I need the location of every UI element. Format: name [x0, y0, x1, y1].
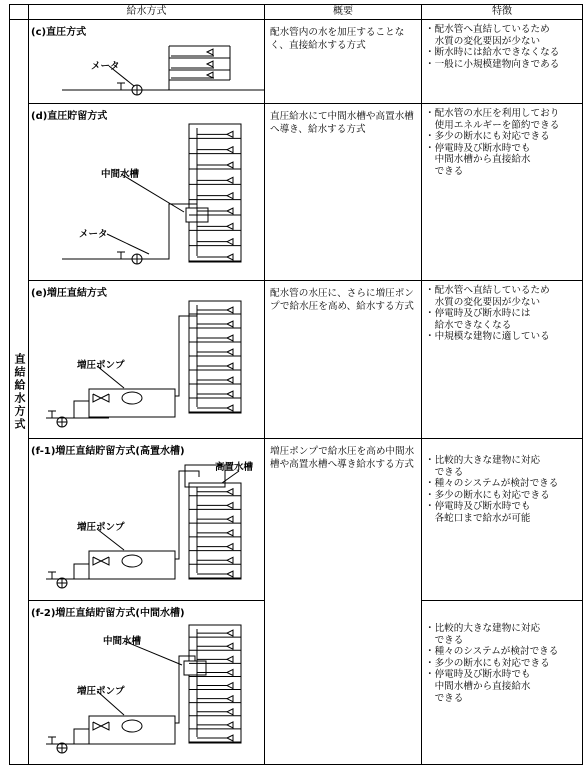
- overview-d: 直圧給水にて中間水槽や高置水槽へ導き、給水する方式: [265, 104, 422, 281]
- method-row-e: [10, 281, 583, 439]
- overview-c: 配水管内の水を加圧することなく、直接給水する方式: [265, 20, 422, 104]
- feature-line: ・断水時には給水できなくなる: [425, 47, 560, 59]
- faucet-icon: [227, 239, 233, 245]
- faucet-icon: [227, 391, 233, 397]
- faucet-icon: [227, 307, 233, 313]
- features-d: [422, 104, 583, 281]
- features-f2: [422, 601, 583, 765]
- faucet-icon: [227, 643, 233, 649]
- feature-line: ・多少の断水にも対応できる: [425, 131, 550, 143]
- features-e: [422, 281, 583, 439]
- mid-tank-label: 中間水槽: [103, 636, 142, 647]
- booster-pump-label: 増圧ポンプ: [77, 522, 125, 533]
- side-label-cell: [10, 20, 29, 765]
- faucet-icon: [227, 544, 233, 550]
- faucet-icon: [227, 557, 233, 563]
- faucet-icon: [227, 223, 233, 229]
- side-label: 直結給水方式: [13, 353, 26, 431]
- feature-line: ・配水管の水圧を利用しており: [425, 108, 560, 119]
- feature-line: ・多少の断水にも対応できる: [425, 489, 550, 501]
- feature-line: ・配水管へ直結しているため: [425, 24, 550, 35]
- feature-line: できる: [425, 634, 464, 646]
- method-cell-f1: [29, 439, 265, 601]
- faucet-icon: [227, 709, 233, 715]
- feature-line: 中間水槽から直接給水: [425, 154, 531, 166]
- method-title: (f-1)増圧直結貯留方式(高置水槽): [31, 446, 185, 457]
- header-method: 給水方式: [29, 5, 265, 20]
- meter-label: メータ: [79, 229, 108, 240]
- feature-line: できる: [425, 692, 464, 704]
- faucet-icon: [227, 193, 233, 199]
- meter-label: メータ: [91, 61, 120, 72]
- features-c: [422, 20, 583, 104]
- method-row-d: [10, 104, 583, 281]
- high-tank-label: 高置水槽: [215, 462, 254, 473]
- booster-storage-mid-diagram: [29, 601, 265, 765]
- booster-direct-diagram: [29, 281, 265, 439]
- water-supply-table: [9, 4, 583, 765]
- header-features: 特徴: [422, 5, 583, 20]
- feature-line: ・多少の断水にも対応できる: [425, 657, 550, 669]
- faucet-icon: [227, 335, 233, 341]
- method-cell-e: [29, 281, 265, 439]
- method-title: (f-2)増圧直結貯留方式(中間水槽): [31, 608, 185, 619]
- feature-line: ・比較的大きな建物に対応: [425, 455, 541, 466]
- booster-pump-label: 増圧ポンプ: [77, 686, 125, 697]
- feature-line: ・一般に小規模建物向きである: [425, 58, 560, 70]
- booster-pump-label: 増圧ポンプ: [77, 360, 125, 371]
- feature-line: ・停電時及び断水時でも: [425, 501, 531, 513]
- faucet-icon: [227, 162, 233, 168]
- feature-line: ・停電時及び断水時でも: [425, 669, 531, 681]
- feature-line: ・種々のシステムが検討できる: [425, 478, 559, 490]
- header-overview: 概要: [265, 5, 422, 20]
- faucet-icon: [227, 683, 233, 689]
- feature-line: 水質の変化要因が少ない: [425, 296, 541, 308]
- mid-tank-label: 中間水槽: [101, 169, 140, 180]
- feature-line: 各蛇口まで給水が可能: [425, 512, 531, 524]
- feature-line: できる: [425, 165, 464, 177]
- faucet-icon: [227, 131, 233, 137]
- faucet-icon: [227, 669, 233, 675]
- faucet-icon: [227, 530, 233, 536]
- feature-line: ・比較的大きな建物に対応: [425, 623, 541, 634]
- feature-line: ・停電時及び断水時には: [425, 308, 531, 320]
- faucet-icon: [227, 656, 233, 662]
- faucet-icon: [227, 502, 233, 508]
- feature-line: 給水できなくなる: [425, 319, 512, 331]
- feature-line: ・種々のシステムが検討できる: [425, 646, 559, 658]
- faucet-icon: [227, 377, 233, 383]
- direct-storage-diagram: [29, 104, 265, 281]
- header-row: [10, 5, 583, 20]
- faucet-icon: [227, 254, 233, 260]
- header-corner: [10, 5, 29, 20]
- feature-line: ・配水管へ直結しているため: [425, 285, 550, 296]
- feature-line: 水質の変化要因が少ない: [425, 35, 541, 47]
- method-row-f1: [10, 439, 583, 601]
- faucet-icon: [227, 516, 233, 522]
- faucet-icon: [227, 735, 233, 741]
- method-cell-c: [29, 20, 265, 104]
- faucet-icon: [227, 722, 233, 728]
- overview-f1: 増圧ポンプで給水圧を高め中間水槽や高置水槽へ導き給水する方式: [265, 439, 422, 765]
- faucet-icon: [227, 177, 233, 183]
- method-row-c: [10, 20, 583, 104]
- faucet-icon: [227, 349, 233, 355]
- faucet-icon: [227, 208, 233, 214]
- direct-pressure-diagram: [29, 20, 265, 104]
- faucet-icon: [227, 321, 233, 327]
- feature-line: ・停電時及び断水時でも: [425, 142, 531, 154]
- faucet-icon: [227, 405, 233, 411]
- method-title: (e)増圧直結方式: [31, 288, 107, 299]
- method-cell-d: [29, 104, 265, 281]
- features-f1: [422, 439, 583, 601]
- feature-line: できる: [425, 466, 464, 478]
- method-title: (d)直圧貯留方式: [31, 111, 108, 122]
- faucet-icon: [227, 147, 233, 153]
- method-title: (c)直圧方式: [31, 27, 87, 38]
- feature-line: 使用エネルギーを節約できる: [425, 119, 560, 131]
- feature-line: 中間水槽から直接給水: [425, 680, 531, 692]
- method-cell-f2: [29, 601, 265, 765]
- feature-line: ・中規模な建物に適している: [425, 331, 550, 343]
- faucet-icon: [227, 571, 233, 577]
- faucet-icon: [227, 489, 233, 495]
- overview-e: 配水管の水圧に、さらに増圧ポンプで給水圧を高め、給水する方式: [265, 281, 422, 439]
- faucet-icon: [227, 696, 233, 702]
- faucet-icon: [227, 363, 233, 369]
- faucet-icon: [227, 630, 233, 636]
